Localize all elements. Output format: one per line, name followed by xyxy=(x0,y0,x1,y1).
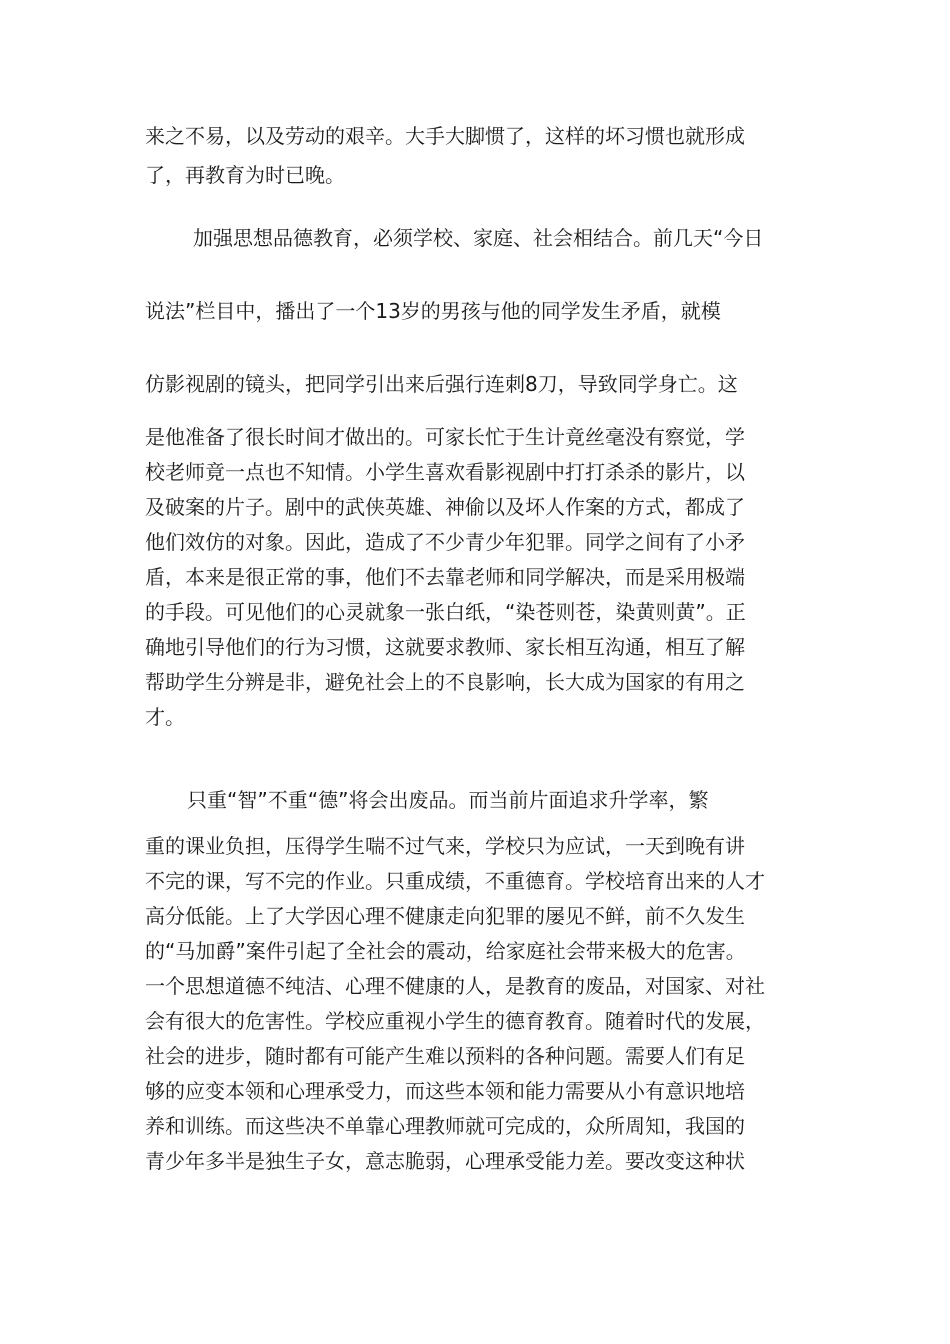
text-line: 不完的课，写不完的作业。只重成绩，不重德育。学校培育出来的人才 xyxy=(145,869,765,893)
text-line: 是他准备了很长时间才做出的。可家长忙于生计竟丝毫没有察觉，学 xyxy=(145,425,745,449)
text-line: 够的应变本领和心理承受力，而这些本领和能力需要从小有意识地培 xyxy=(145,1079,745,1103)
text-line: 说法”栏目中，播出了一个13岁的男孩与他的同学发生矛盾，就模 xyxy=(145,299,721,323)
text-line: 仿影视剧的镜头，把同学引出来后强行连刺8刀，导致同学身亡。这 xyxy=(145,372,738,396)
text-line: 一个思想道德不纯洁、心理不健康的人，是教育的废品，对国家、对社 xyxy=(145,974,765,998)
text-line: 的“马加爵”案件引起了全社会的震动，给家庭社会带来极大的危害。 xyxy=(145,939,746,963)
text-line: 了，再教育为时已晚。 xyxy=(145,163,345,187)
text-line: 养和训练。而这些决不单靠心理教师就可完成的，众所周知，我国的 xyxy=(145,1114,745,1138)
paragraph-start-line: 加强思想品德教育，必须学校、家庭、社会相结合。前几天“今日 xyxy=(193,226,764,250)
text-line: 高分低能。上了大学因心理不健康走向犯罪的屡见不鲜，前不久发生 xyxy=(145,904,745,928)
text-line: 及破案的片子。剧中的武侠英雄、神偷以及坏人作案的方式，都成了 xyxy=(145,495,745,519)
text-line: 盾，本来是很正常的事，他们不去靠老师和同学解决，而是采用极端 xyxy=(145,565,745,589)
text-line: 重的课业负担，压得学生喘不过气来，学校只为应试，一天到晚有讲 xyxy=(145,834,745,858)
text-line: 会有很大的危害性。学校应重视小学生的德育教育。随着时代的发展， xyxy=(145,1009,765,1033)
paragraph-start-line: 只重“智”不重“德”将会出废品。而当前片面追求升学率，繁 xyxy=(187,788,709,812)
text-line: 帮助学生分辨是非，避免社会上的不良影响，长大成为国家的有用之 xyxy=(145,670,745,694)
text-line: 社会的进步，随时都有可能产生难以预料的各种问题。需要人们有足 xyxy=(145,1044,745,1068)
text-line: 青少年多半是独生子女，意志脆弱，心理承受能力差。要改变这种状 xyxy=(145,1149,745,1173)
text-line: 确地引导他们的行为习惯，这就要求教师、家长相互沟通，相互了解 xyxy=(145,635,745,659)
text-line: 才。 xyxy=(145,705,185,729)
text-line: 的手段。可见他们的心灵就象一张白纸，“染苍则苍，染黄则黄”。正 xyxy=(145,600,746,624)
text-line: 来之不易，以及劳动的艰辛。大手大脚惯了，这样的坏习惯也就形成 xyxy=(145,124,745,148)
text-line: 校老师竟一点也不知情。小学生喜欢看影视剧中打打杀杀的影片，以 xyxy=(145,460,745,484)
text-line: 他们效仿的对象。因此，造成了不少青少年犯罪。同学之间有了小矛 xyxy=(145,530,745,554)
